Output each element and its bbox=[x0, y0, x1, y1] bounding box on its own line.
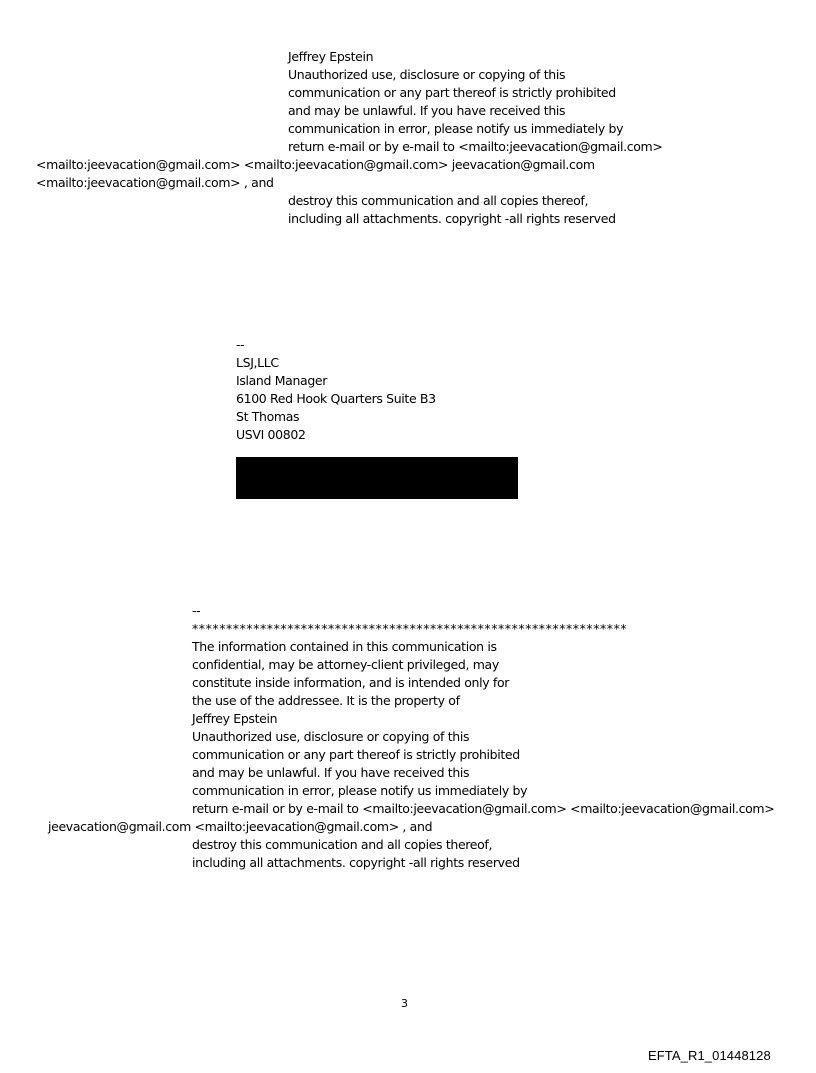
signature-region-zip: USVI 00802 bbox=[236, 427, 306, 442]
disclaimer-top-line: <mailto:jeevacation@gmail.com> <mailto:jeevacation@gmail.com> jeevacation@gmail.com bbox=[36, 157, 595, 172]
disclaimer-bottom-line: confidential, may be attorney-client privileged, may bbox=[192, 657, 499, 672]
disclaimer-top-line: and may be unlawful. If you have received this bbox=[288, 103, 566, 118]
disclaimer-bottom-line: Unauthorized use, disclosure or copying of this bbox=[192, 729, 470, 744]
signature-separator: -- bbox=[236, 337, 245, 352]
disclaimer-bottom-line: including all attachments. copyright -all rights reserved bbox=[192, 855, 520, 870]
disclaimer-top-line: Jeffrey Epstein bbox=[288, 49, 374, 64]
disclaimer-top-line: communication in error, please notify us immediately by bbox=[288, 121, 624, 136]
signature-title: Island Manager bbox=[236, 373, 328, 388]
page-number: 3 bbox=[401, 997, 408, 1010]
signature-address: 6100 Red Hook Quarters Suite B3 bbox=[236, 391, 436, 406]
disclaimer-top-line: return e-mail or by e-mail to <mailto:jeevacation@gmail.com> bbox=[288, 139, 663, 154]
disclaimer-top-line: Unauthorized use, disclosure or copying of this bbox=[288, 67, 566, 82]
disclaimer-bottom-line: The information contained in this communication is bbox=[192, 639, 497, 654]
signature-company: LSJ,LLC bbox=[236, 355, 279, 370]
disclaimer-top-line: <mailto:jeevacation@gmail.com> , and bbox=[36, 175, 274, 190]
disclaimer-bottom-line: communication or any part thereof is strictly prohibited bbox=[192, 747, 520, 762]
disclaimer-bottom-line: jeevacation@gmail.com <mailto:jeevacation@gmail.com> , and bbox=[48, 819, 433, 834]
bates-number: EFTA_R1_01448128 bbox=[648, 1048, 771, 1063]
disclaimer-top-line: including all attachments. copyright -all rights reserved bbox=[288, 211, 616, 226]
disclaimer-top-line: communication or any part thereof is strictly prohibited bbox=[288, 85, 616, 100]
disclaimer-bottom-line: destroy this communication and all copies thereof, bbox=[192, 837, 493, 852]
disclaimer-top-line: destroy this communication and all copies thereof, bbox=[288, 193, 589, 208]
disclaimer-bottom-line: communication in error, please notify us immediately by bbox=[192, 783, 528, 798]
disclaimer-bottom-line: and may be unlawful. If you have received this bbox=[192, 765, 470, 780]
disclaimer-bottom-line: the use of the addressee. It is the property of bbox=[192, 693, 460, 708]
disclaimer-bottom-line: constitute inside information, and is intended only for bbox=[192, 675, 510, 690]
redaction-bar bbox=[236, 457, 518, 499]
signature-city: St Thomas bbox=[236, 409, 300, 424]
disclaimer-bottom-line: Jeffrey Epstein bbox=[192, 711, 278, 726]
disclaimer-bottom-separator: -- bbox=[192, 603, 201, 618]
disclaimer-bottom-stars: **************************************************************** bbox=[192, 621, 628, 636]
disclaimer-bottom-line: return e-mail or by e-mail to <mailto:jeevacation@gmail.com> <mailto:jeevacation@gmail.com> bbox=[192, 801, 775, 816]
